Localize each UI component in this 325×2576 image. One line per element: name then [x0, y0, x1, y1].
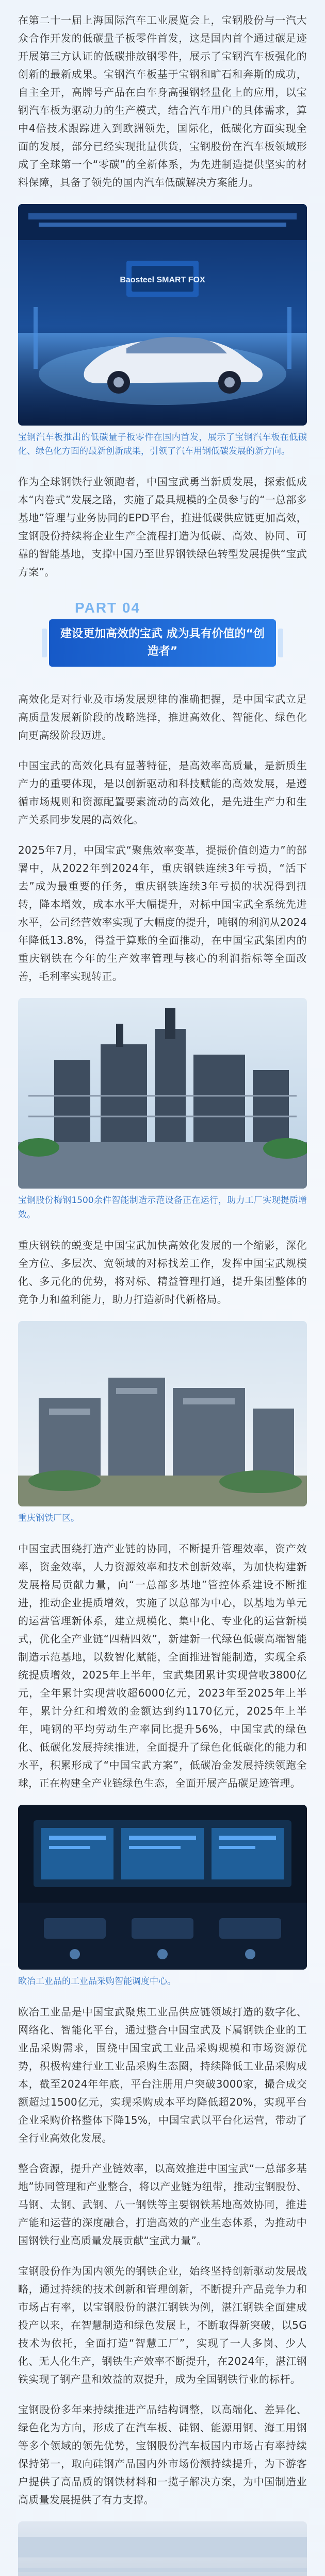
- figure-workshop: [18, 2521, 307, 2576]
- paragraph-3: 高效化是对行业及市场发展规律的准确把握，是中国宝武立足高质量发展新阶段的战略选择，推进高效化、智能化、绿色化向更高级阶段迈进。: [18, 693, 307, 742]
- paragraph-1: 在第二十一届上海国际汽车工业展览会上，宝钢股份与一汽大众合作开发的低碳量子板零件首发，这是国内首个通过碳足迹开展第三方认证的低碳排放钢零件，展示了宝钢汽车板强化的创新的最新成果。宝钢汽车板基于宝钢和旷石和奔斯的成功，自主全开，高牌号产品在白车身高强钢轻量化上的应用，以宝钢汽车板为驱动力的生产模式，结合汽车用户的具体需求，算中4倍技术跟踪进入到欧洲领先，国际化，低碳化方面实现全面的发展，部分已经实现批量供货，宝钢股份在汽车板领域形成了全球第一个“零碳”的全新体系，为先进制造提供坚实的材料保障，具备了领先的国内汽车低碳解决方案能力。: [18, 14, 307, 189]
- caption-1: 宝钢汽车板推出的低碳量子板零件在国内首发，展示了宝钢汽车板在低碳化、绿色化方面的最新创新成果，引领了汽车用钢低碳发展的新方向。: [18, 432, 307, 457]
- chongqing-illustration: [18, 1321, 307, 1506]
- section-heading-block: [18, 600, 307, 677]
- paragraph-5: 2025年7月，中国宝武“聚焦效率变革，提振价值创造力”的部署中，从2022年到2024年，重庆钢铁连续3年亏损，“活下去”成为最重要的任务，重庆钢铁连续3年亏损的状况得到扭转，降本增效，成本水平大幅提升，对标中国宝武全系统先进水平，公司经营效率实现了大幅度的提升，吨钢的利润从2024年降低13.8%，得益于算账的全面推动，在中国宝武集团内的重庆钢铁在今年的生产效率管理与核心的利润指标等全面改善，毛利率实现转正。: [18, 844, 307, 983]
- paragraph-2: 作为全球钢铁行业领跑者，中国宝武勇当新质发展，探索低成本“内卷式”发展之路，实施了最具规模的全员参与的“一总部多基地”管理与业务协同的EPD平台，推进低碳供应链更加高效，宝钢股份持续将企业生产全流程打造为低碳、高效、协同、可靠的智能基地，支撑中国乃至世界钢铁绿色转型发展提供“宝武方案”。: [18, 476, 307, 579]
- workshop-illustration: [18, 2521, 307, 2576]
- paragraph-9: 整合资源，提升产业链效率，以高效推进中国宝武“一总部多基地”协同管理和产业整合，将以产业链为纽带，推动宝钢股份、马钢、太钢、武钢、八一钢铁等主要钢铁基地高效协同，推进产能和运营的深度融合，打造高效的产业生态体系，为推动中国钢铁行业高质量发展贡献“宝武力量”。: [18, 2162, 307, 2247]
- auto-show-photo: [18, 204, 307, 426]
- paragraph-11: 宝钢股份多年来持续推进产品结构调整，以高端化、差异化、绿色化为方向，形成了在汽车板、硅钢、能源用钢、海工用钢等多个领域的领先优势，宝钢股份汽车板国内市场占有率持续保持第一，取向硅钢产品国内外市场份额持续提升，为下游客户提供了高品质的钢铁材料和一揽子解决方案，为中国制造业高质量发展提供了有力支撑。: [18, 2403, 307, 2506]
- caption-2: 宝钢股份梅钢1500余件智能制造示范设备正在运行，助力工厂实现提质增效。: [18, 1195, 307, 1220]
- paragraph-8: 欧冶工业品是中国宝武聚焦工业品供应链领域打造的数字化、网络化、智能化平台，通过整合中国宝武及下属钢铁企业的工业品采购需求，围绕中国宝武工业品采购规模和市场资源优势，积极构建行业工业品采购生态圈，持续降低工业品采购成本，截至2024年年底，平台注册用户突破3000家，撮合成交额超过1500亿元，实现采购成本平均降低超20%，实现平台企业采购价格整体下降15%，中国宝武以平台化运营，带动了全行业高效化发展。: [18, 2006, 307, 2145]
- booth-sign-text: Baosteel SMART FOX: [120, 276, 205, 284]
- plant-photo: [18, 998, 307, 1189]
- control-center-illustration: [18, 1805, 307, 1970]
- caption-4: 欧冶工业品的工业品采购智能调度中心。: [18, 1976, 176, 1987]
- article-body: [18, 0, 307, 2576]
- figure-auto-show: [18, 204, 307, 459]
- figure-control-center: [18, 1805, 307, 1989]
- paragraph-7: 中国宝武围绕打造产业链的协同，不断提升管理效率，资产效率，资金效率，人力资源效率和技术创新效率，为加快构建新发展格局贡献力量，向“一总部多基地”管控体系建设不断推进，推动企业提质增效，实施了以总部为中心，以基地为单元的运营管理新体系，建立规模化、集中化、专业化的运营新模式，优化全产业链“四精四效”，新建新一代绿色低碳高端智能制造示范基地，以数智化赋能，全面推进智能制造，实现全系统提质增效，2025年上半年，宝武集团累计实现营收3800亿元，全年累计实现营收超6000亿元，2023年至2025年上半年，累计分红和增效的金额达到约1170亿元，2025年上半年，吨钢的平均劳动生产率同比提升56%，中国宝武的绿色化、低碳化发展持续推进，全面提升了绿色化低碳化的能力和水平，积累形成了“中国宝武方案”，低碳冶金发展持续领跑全球，正在构建全产业链绿色生态，全面开展产品碳足迹管理。: [18, 1542, 307, 1789]
- part-label: PART 04: [75, 600, 141, 616]
- paragraph-10: 宝钢股份作为国内领先的钢铁企业，始终坚持创新驱动发展战略，通过持续的技术创新和管理创新，不断提升产品竞争力和市场占有率，以宝钢股份的湛江钢铁为例，湛江钢铁全面建成投产以来，在智慧制造和绿色发展上，不断取得新突破，以5G技术为依托，全面打造“智慧工厂”，实现了一人多岗、少人化、无人化生产，钢铁生产效率不断提升，在2024年，湛江钢铁实现了钢产量和效益的双提升，成为全国钢铁行业的标杆。: [18, 2265, 307, 2386]
- workshop-photo: [18, 2521, 307, 2576]
- paragraph-6: 重庆钢铁的蜕变是中国宝武加快高效化发展的一个缩影，深化全方位、多层次、宽领域的对标找差工作，发挥中国宝武规模化、多元化的优势，将对标、精益管理打通，提升集团整体的竞争力和盈利能力，助力打造新时代新格局。: [18, 1239, 307, 1306]
- caption-3: 重庆钢铁厂区。: [18, 1513, 79, 1523]
- chongqing-photo: [18, 1321, 307, 1506]
- figure-chongqing: [18, 1321, 307, 1526]
- control-center-photo: [18, 1805, 307, 1970]
- paragraph-4: 中国宝武的高效化具有显著特征，是高效率高质量，是新质生产力的重要体现，是以创新驱动和科技赋能的高效发展，是遵循市场规则和资源配置要素流动的高效化，是先进生产力和生产关系同步发展的高效化。: [18, 759, 307, 826]
- section-title: 建设更加高效的宝武 成为具有价值的“创造者”: [49, 619, 276, 667]
- figure-plant: [18, 998, 307, 1222]
- plant-illustration: [18, 998, 307, 1189]
- auto-show-illustration: [18, 204, 307, 426]
